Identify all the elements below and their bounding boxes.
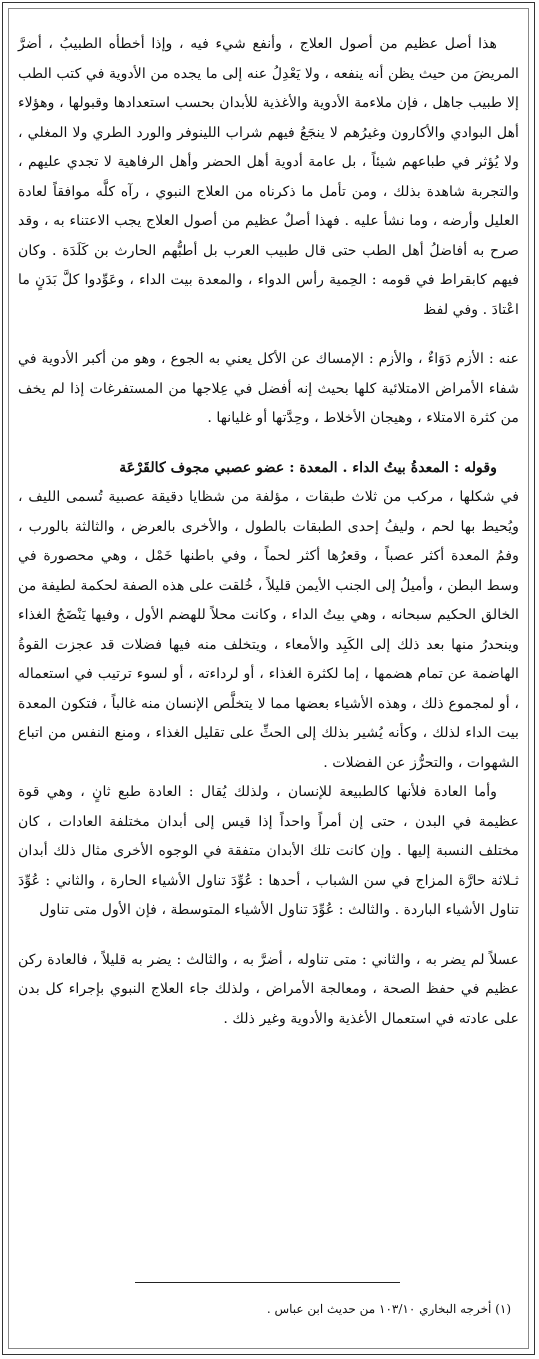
paragraph-3-lead: وقوله : المعدةُ بيتُ الداء . المعدة : عضو عصبي مجوف كالقَرْعَة [119, 459, 497, 476]
footnote: (١) أخرجه البخاري ١٠٣/١٠ من حديث ابن عباس . [266, 1302, 511, 1316]
paragraph-2: عنه : الأزم دَوَاءٌ ، والأزم : الإمساك عن الأكل يعني به الجوع ، وهو من أكبر الأدوية في شفاء الأمراض الامتلائية كلها بحيث إنه أفضل في عِلاجها من المستفرغات إذا لم يخف من كثرة الامتلاء ، وهيجان الأخلاط ، وحِدَّتها أو غليانها . [18, 351, 519, 426]
paragraph-5: عسلاً لم يضر به ، والثاني : متى تناوله ، أضرَّ به ، والثالث : يضر به قليلاً ، فالعادة ركن عظيم في حفظ الصحة ، ومعالجة الأمراض ، ولذلك جاء العلاج النبوي بإجراء كل بدن على عادته في استعمال الأغذية والأدوية وغير ذلك . [18, 951, 519, 1027]
paragraph-4: وأما العادة فلأنها كالطبيعة للإنسان ، ولذلك يُقال : العادة طبع ثانٍ ، وهي قوة عظيمة في البدن ، حتى إن أمراً واحداً إذا قيس إلى أبدان مختلفة العادات ، كان مختلف النسبة إليها . وإن كانت تلك الأبدان متفقة في الوجوه الأخرى مثال ذلك أبدان ثـلاثة حارَّة المزاج في سن الشباب ، أحدها : عُوِّدَ تناول الأشياء الحارة ، والثاني : عُوِّدَ تناول الأشياء الباردة . والثالث : عُوِّدَ تناول الأشياء المتوسطة ، فإن الأول متى تناول [18, 784, 519, 918]
paragraph-3: في شكلها ، مركب من ثلاث طبقات ، مؤلفة من شظايا دقيقة عصبية تُسمى الليف ، ويُحيط بها لحم ، وليفُ إحدى الطبقات بالطول ، والأخرى بالعرض ، والثالثة بالورب ، وفمُ المعدة أكثر عصباً ، وقعرُها أكثر لحماً ، وفي باطنها خَمْل ، وهي محصورة في وسط البطن ، وأميلُ إلى الجنب الأيمن قليلاً ، خُلقت على هذه الصفة لحكمة لطيفة من الخالق الحكيم سبحانه ، وهي بيتُ الداء ، وكانت محلاً للهضم الأول ، وفيها يَنْضَجُ الغذاء وينحدرُ منها بعد ذلك إلى الكَبِد والأمعاء ، ويتخلف منه فيها فضلات قد عجزت القوةُ الهاضمة عن تمام هضمها ، إما لكثرة الغذاء ، أو لرداءته ، أو لسوء ترتيب في استعماله ، أو لمجموع ذلك ، وهذه الأشياء بعضها مما لا يتخلَّص الإنسان منه غالباً ، فتكون المعدة بيت الداء لذلك ، وكأنه يُشير بذلك إلى الحثِّ على تقليل الغذاء ، ومنع النفس من اتباع الشهوات ، والتحرُّز عن الفضلات . [18, 489, 519, 771]
paragraph-1: هذا أصل عظيم من أصول العلاج ، وأنفع شيء فيه ، وإذا أخطأه الطبيبُ ، أضرَّ المريضَ من حيث يظن أنه ينفعه ، ولا يَعْدِلُ عنه إلى ما يجده من الأدوية في كتب الطب إلا طبيب جاهل ، فإن ملاءمة الأدوية والأغذية للأبدان بحسب استعدادها وقبولها ، وهؤلاء أهل البوادي والأكارون وغيرُهم لا ينجَعُ فيهم شراب اللينوفر والورد الطري ولا المغلي ، ولا يُؤثر في طباعهم شيئاً ، بل عامة أدوية أهل الحضر وأهل الرفاهية لا تجدي عليهم ، والتجربة شاهدة بذلك ، ومن تأمل ما ذكرناه من العلاج النبوي ، رآه كلَّه موافقاً لعادة العليل وأرضه ، وما نشأ عليه . فهذا أصلٌ عظيم من أصول العلاج يجب الاعتناء به ، وقد صرح به أفاضلُ أهل الطب حتى قال طبيب العرب بل أطبُّهم الحارث بن كَلَدَة . وكان فيهم كابقراط في قومه : الحِمية رأس الدواء ، والمعدة بيت الداء ، وعَوِّدوا كلَّ بَدَنٍ ما اعْتادَ . وفي لفظ [18, 36, 519, 318]
footnote-divider [135, 1282, 400, 1283]
document-body [18, 30, 519, 1034]
